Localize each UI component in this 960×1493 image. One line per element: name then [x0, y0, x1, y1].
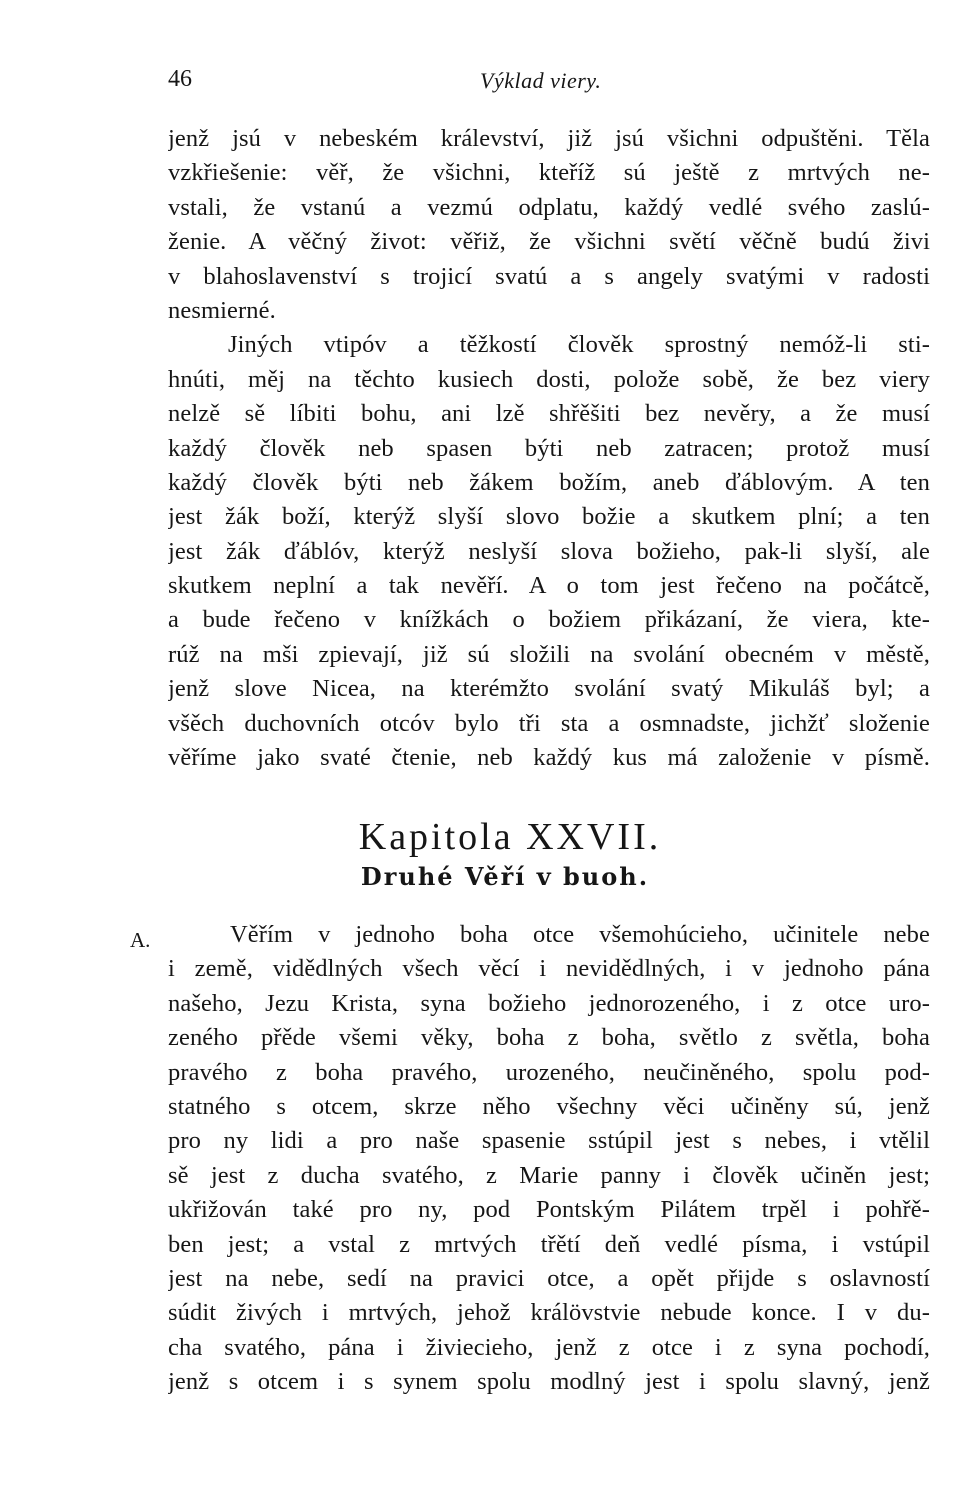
paragraph-1: [168, 122, 930, 775]
paragraph-2: [168, 918, 930, 1399]
margin-mark: A.: [130, 928, 151, 952]
text-line: zeného přěde všemi věky, boha z boha, světlo z světla, boha: [168, 1024, 930, 1052]
text-line: ukřižován také pro ny, pod Pontským Pilátem trpěl i pohřě-: [168, 1196, 930, 1224]
text-line: v blahoslavenství s trojicí svatú a s angely svatými v radosti: [168, 262, 930, 290]
text-line: vstali, že vstanú a vezmú odplatu, každý vedlé svého zaslú-: [168, 193, 930, 221]
text-line: nesmierné.: [168, 296, 276, 324]
text-line: jest na nebe, sedí na pravici otce, a opět přijde s oslavností: [168, 1264, 930, 1292]
running-title: Výklad viery.: [480, 68, 602, 93]
text-line: jest žák boží, kterýž slyší slovo božie a skutkem plní; a ten: [168, 503, 930, 531]
text-line: ženie. A věčný život: věřiž, že všichni světí věčně budú živi: [168, 228, 930, 256]
text-line: pravého z boha pravého, urozeného, neučiněného, spolu pod-: [168, 1058, 930, 1086]
text-line: Věřím v jednoho boha otce všemohúcieho, učinitele nebe: [230, 921, 930, 948]
text-line: věříme jako svaté čtenie, neb každý kus má založenie v písmě.: [168, 744, 930, 772]
text-line: jenž slove Nicea, na kterémžto svolání svatý Mikuláš byl; a: [168, 675, 930, 703]
text-line: ben jest; a vstal z mrtvých třětí deň vedlé písma, i vstúpil: [168, 1230, 930, 1258]
text-line: statného s otcem, skrze něho všechny věci učiněny sú, jenž: [168, 1092, 930, 1120]
text-line: jenž s otcem i s synem spolu modlný jest i spolu slavný, jenž: [168, 1368, 930, 1396]
text-line: sě jest z ducha svatého, z Marie panny i člověk učiněn jest;: [168, 1161, 930, 1189]
page-header: [168, 66, 928, 98]
text-line: pro ny lidi a pro naše spasenie sstúpil jest s nebes, i vtělil: [168, 1127, 930, 1155]
chapter-title: Kapitola XXVII.: [358, 816, 662, 858]
text-line: jest žák ďáblóv, kterýž neslyší slova božieho, pak-li slyší, ale: [168, 537, 930, 565]
page-number: 46: [168, 66, 192, 92]
text-line: a bude řečeno v knížkách o božiem přikázaní, že viera, kte-: [168, 606, 930, 634]
text-line: každý člověk býti neb žákem božím, aneb ďáblovým. A ten: [168, 468, 930, 496]
text-line: každý člověk neb spasen býti neb zatracen; protož musí: [168, 434, 930, 462]
text-line: vzkřiešenie: věř, že všichni, kteříž sú ještě z mrtvých ne-: [168, 159, 930, 187]
text-line: nelzě sě líbiti bohu, ani lzě shřěšiti bez nevěry, a že musí: [168, 400, 930, 428]
text-line: jenž jsú v nebeském králevství, již jsú všichni odpuštěni. Těla: [168, 125, 930, 152]
text-line: našeho, Jezu Krista, syna božieho jednorozeného, i z otce uro-: [168, 989, 930, 1017]
text-line: cha svatého, pána i živiecieho, jenž z otce i z syna pochodí,: [168, 1333, 930, 1361]
text-line: všěch duchovních otcóv bylo tři sta a osmnadste, jichžť složenie: [168, 709, 930, 737]
text-line: hnúti, měj na těchto kusiech dosti, polože sobě, že bez viery: [168, 365, 930, 393]
text-line: Jiných vtipóv a těžkostí člověk sprostný nemóž-li sti-: [228, 331, 930, 359]
text-line: skutkem neplní a tak nevěří. A o tom jest řečeno na počátcě,: [168, 572, 930, 600]
text-line: súdit živých i mrtvých, jehož králövstvie nebude konce. I v du-: [168, 1299, 930, 1327]
text-line: rúž na mši zpievají, již sú složili na svolání obecném v městě,: [168, 640, 930, 668]
text-line: i země, vidědlných všech věcí i nevidědlných, i v jednoho pána: [168, 955, 930, 983]
chapter-subtitle: Druhé Věří v buoh.: [360, 862, 650, 891]
